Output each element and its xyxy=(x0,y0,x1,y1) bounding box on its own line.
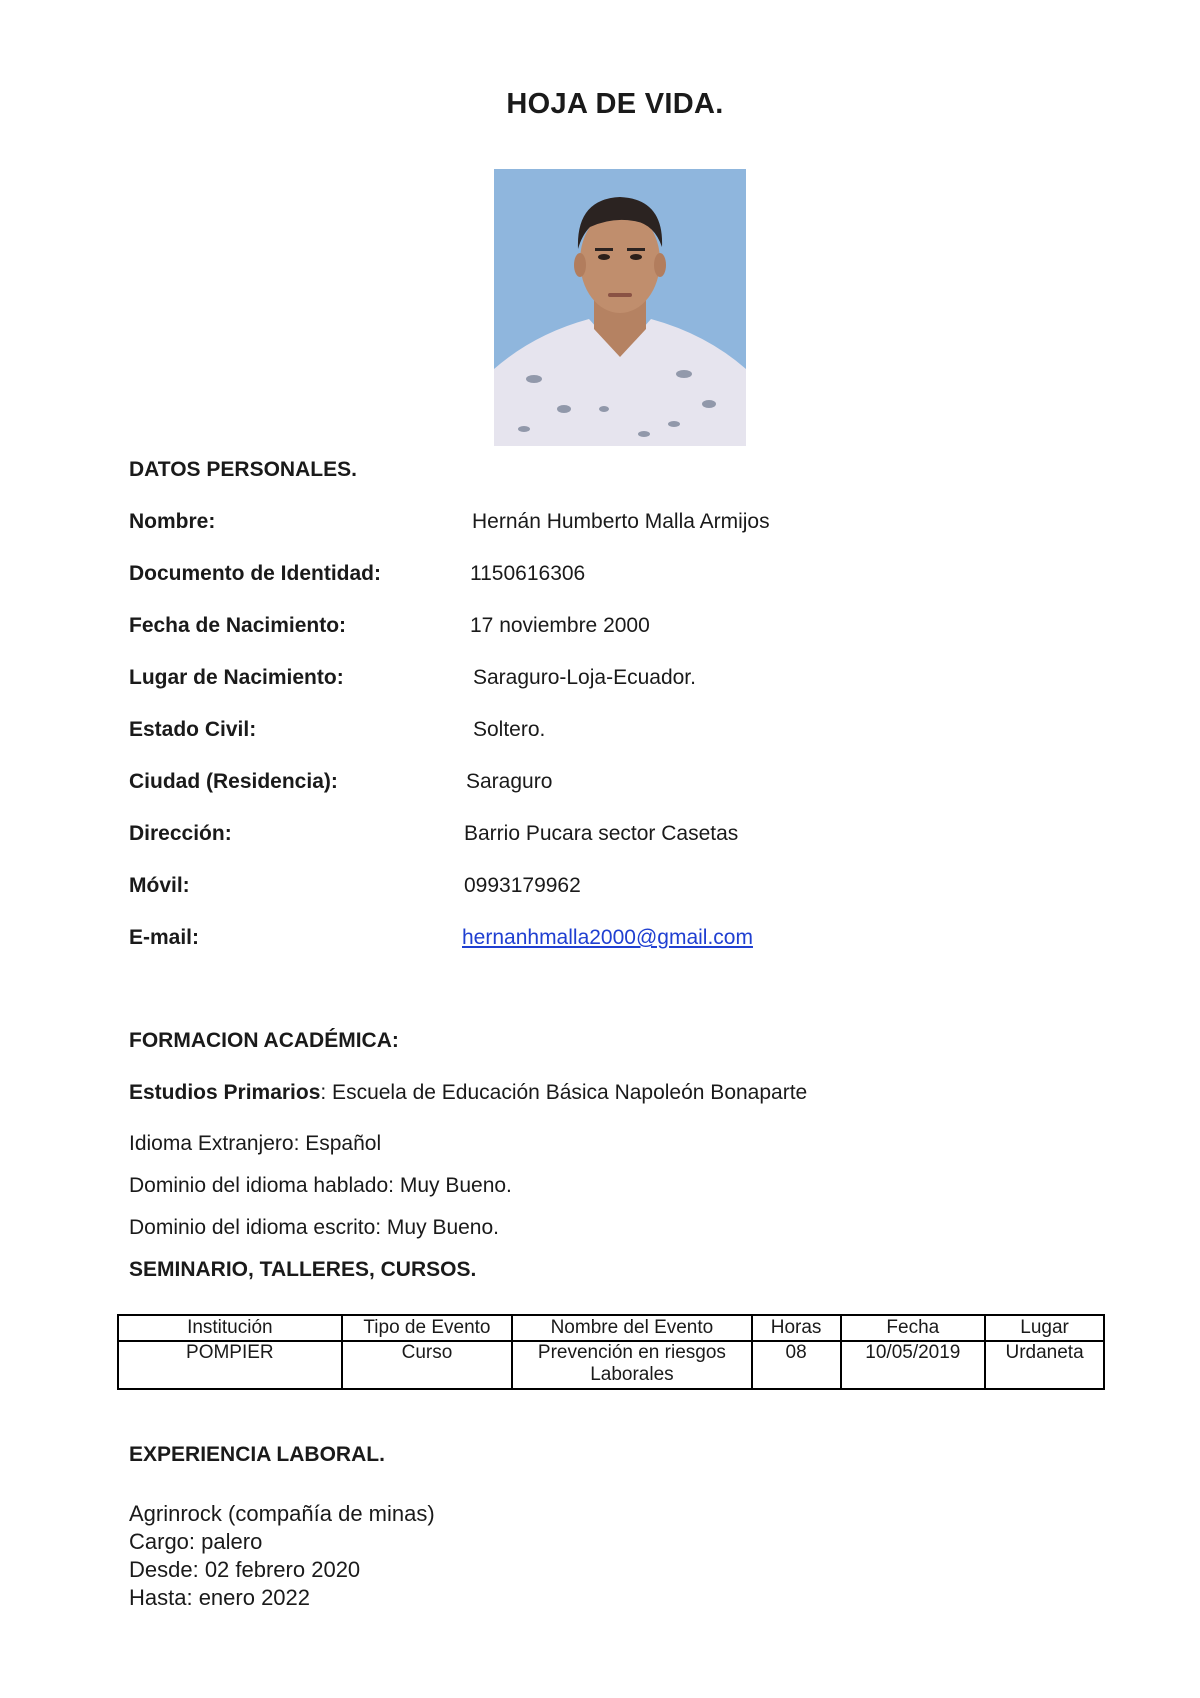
field-value: Saraguro-Loja-Ecuador. xyxy=(473,666,696,689)
column-header: Nombre del Evento xyxy=(512,1315,751,1341)
table-row xyxy=(118,1341,1104,1389)
field-value: 1150616306 xyxy=(470,562,586,585)
field-value: Soltero. xyxy=(473,718,546,741)
primary-studies-label: Estudios Primarios xyxy=(129,1081,321,1104)
education-heading: FORMACION ACADÉMICA: xyxy=(129,1029,399,1052)
field-label: Estado Civil: xyxy=(129,718,257,741)
experience-from: Desde: 02 febrero 2020 xyxy=(129,1557,361,1582)
experience-block xyxy=(129,1500,435,1612)
field-value: Barrio Pucara sector Casetas xyxy=(464,822,739,845)
field-label: Lugar de Nacimiento: xyxy=(129,666,344,689)
portrait-photo-icon xyxy=(494,169,746,446)
experience-company: Agrinrock (compañía de minas) xyxy=(129,1501,435,1526)
table-cell: 10/05/2019 xyxy=(841,1341,986,1389)
language-line: Idioma Extranjero: Español xyxy=(129,1132,382,1155)
seminars-table xyxy=(117,1314,1105,1390)
column-header: Horas xyxy=(752,1315,841,1341)
column-header: Fecha xyxy=(841,1315,986,1341)
experience-position: Cargo: palero xyxy=(129,1529,263,1554)
seminars-heading: SEMINARIO, TALLERES, CURSOS. xyxy=(129,1258,477,1281)
table-cell: Urdaneta xyxy=(985,1341,1104,1389)
column-header: Lugar xyxy=(985,1315,1104,1341)
table-header-row xyxy=(118,1315,1104,1341)
table-cell: POMPIER xyxy=(118,1341,342,1389)
field-label: Documento de Identidad: xyxy=(129,562,381,585)
document-title: HOJA DE VIDA. xyxy=(506,88,724,120)
field-label: Móvil: xyxy=(129,874,190,897)
experience-heading: EXPERIENCIA LABORAL. xyxy=(129,1443,385,1466)
field-label: Dirección: xyxy=(129,822,232,845)
table-cell: Curso xyxy=(342,1341,513,1389)
primary-studies-value: : Escuela de Educación Básica Napoleón Bonaparte xyxy=(320,1081,808,1104)
primary-studies-line xyxy=(129,1081,807,1105)
profile-photo xyxy=(494,169,746,446)
field-value: Hernán Humberto Malla Armijos xyxy=(472,510,770,533)
email-link[interactable]: hernanhmalla2000@gmail.com xyxy=(462,926,753,949)
spoken-line: Dominio del idioma hablado: Muy Bueno. xyxy=(129,1174,512,1197)
field-label: Nombre: xyxy=(129,510,216,533)
field-value: 0993179962 xyxy=(464,874,581,897)
table-cell: Prevención en riesgos Laborales xyxy=(512,1341,751,1389)
field-value: Saraguro xyxy=(466,770,553,793)
experience-to: Hasta: enero 2022 xyxy=(129,1585,311,1610)
field-value: 17 noviembre 2000 xyxy=(470,614,650,637)
written-line: Dominio del idioma escrito: Muy Bueno. xyxy=(129,1216,500,1239)
table-cell: 08 xyxy=(752,1341,841,1389)
column-header: Tipo de Evento xyxy=(342,1315,513,1341)
field-label: Ciudad (Residencia): xyxy=(129,770,338,793)
column-header: Institución xyxy=(118,1315,342,1341)
field-label: Fecha de Nacimiento: xyxy=(129,614,347,637)
field-label: E-mail: xyxy=(129,926,200,949)
personal-data-heading: DATOS PERSONALES. xyxy=(129,458,357,481)
